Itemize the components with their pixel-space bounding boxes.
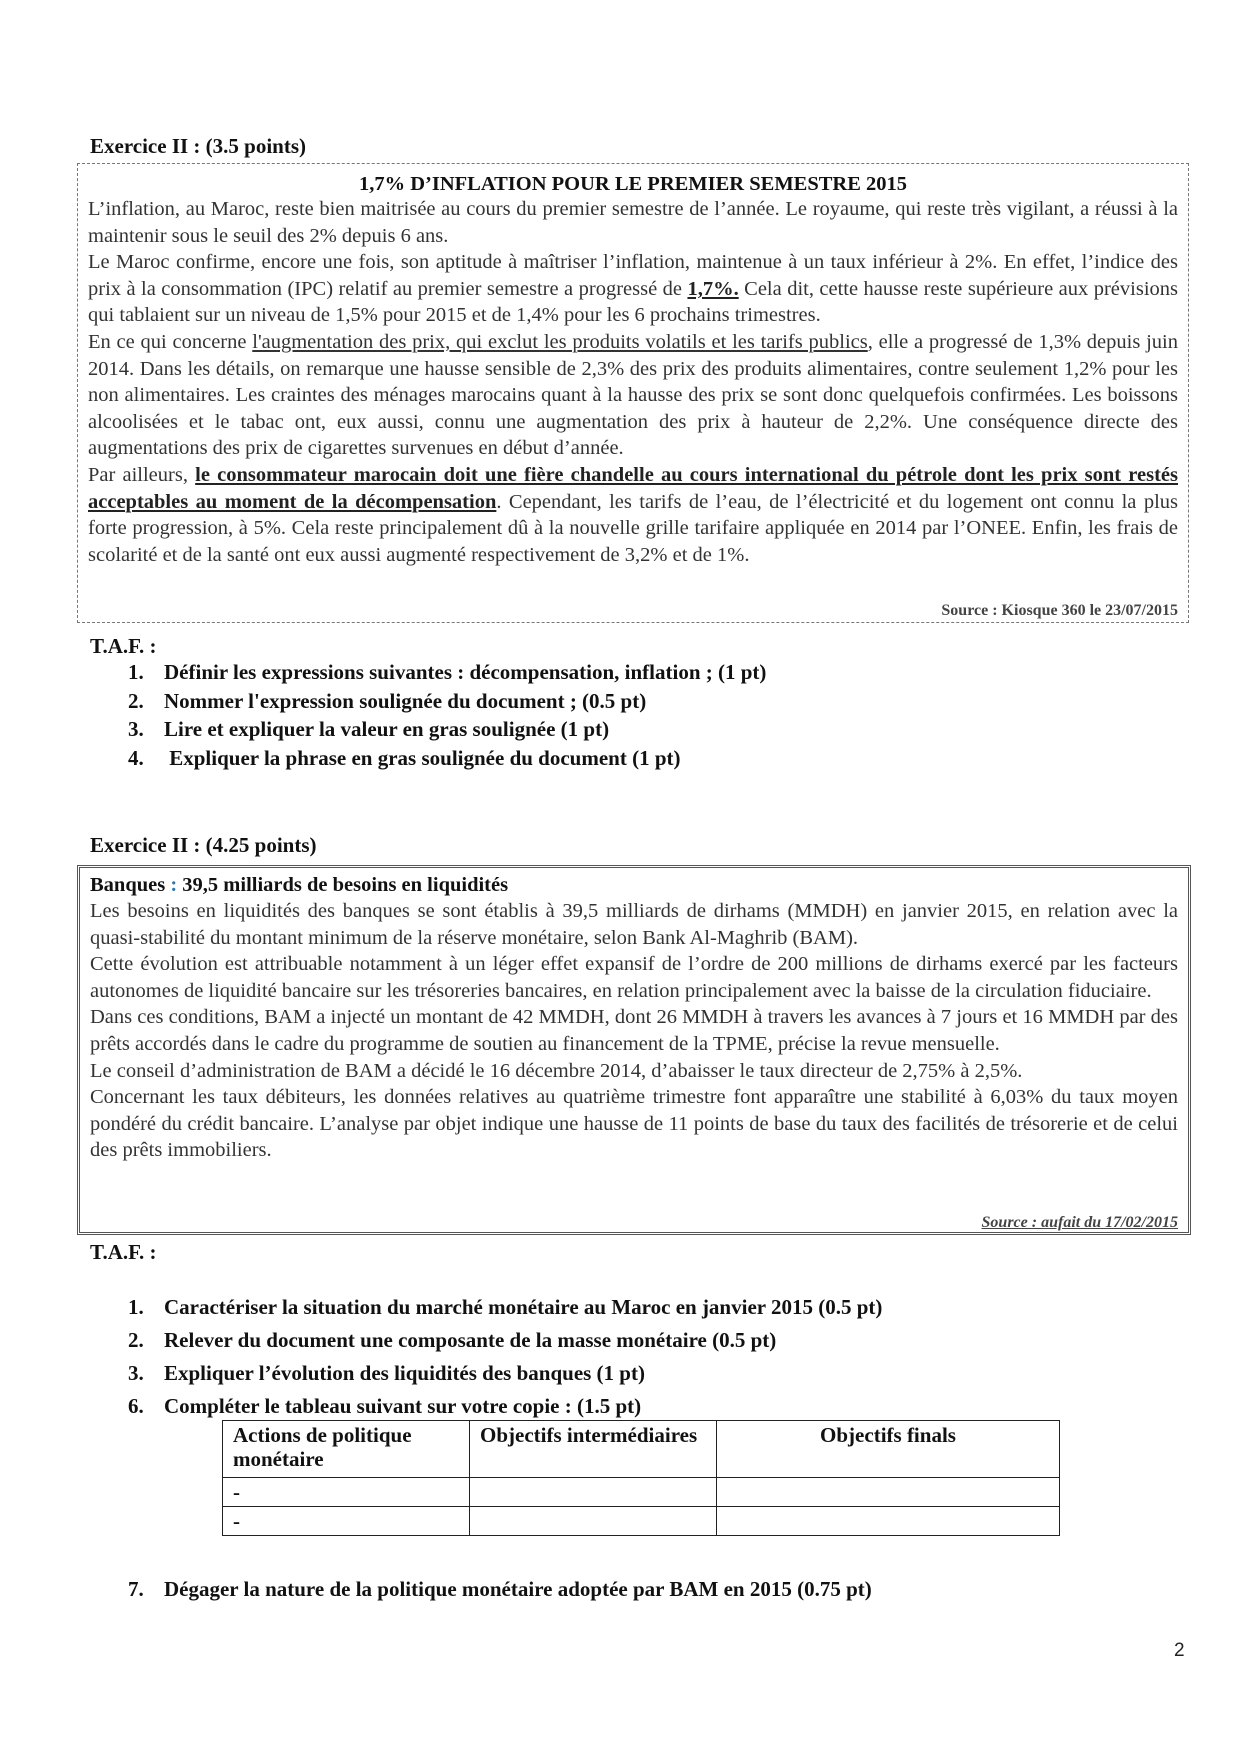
paragraph-1: L’inflation, au Maroc, reste bien maitrisée au cours du premier semestre de l’année. Le royaume, qui reste très vigilant, a réussi à la maintenir sous le seuil des 2% depuis 6 ans. bbox=[88, 198, 1178, 247]
monetary-policy-table bbox=[222, 1420, 1060, 1536]
question-item bbox=[128, 1295, 882, 1328]
paragraph-2: Cette évolution est attribuable notamment à un léger effet expansif de l’ordre de 200 millions de dirhams exercé par les facteurs autonomes de liquidité bancaire sur les trésoreries bancaires, en relation principalement avec la baisse de la circulation fiduciaire. bbox=[90, 953, 1178, 1002]
text: 39,5 milliards de besoins en liquidités bbox=[177, 874, 509, 896]
bold-underlined-value: 1,7%. bbox=[687, 277, 739, 300]
table-cell: - bbox=[223, 1507, 470, 1536]
table-cell bbox=[717, 1507, 1060, 1536]
table-header-row bbox=[223, 1421, 1060, 1478]
paragraph-4 bbox=[88, 462, 1178, 568]
paragraph-2 bbox=[88, 249, 1178, 329]
text: Le Maroc confirme, encore une fois, son aptitude à maîtriser l’inflation, maintenue à un taux inférieur à 2%. En effet, l’indice des prix à la consommation (IPC) relatif au premier semestre a progressé de bbox=[88, 251, 1178, 300]
question-text: Relever du document une composante de la masse monétaire (0.5 pt) bbox=[164, 1328, 777, 1352]
source-citation: Source : Kiosque 360 le 23/07/2015 bbox=[941, 602, 1178, 619]
text: . Cependant, les tarifs de l’eau, de l’électricité et du logement ont connu la plus forte progression, à 5%. Cela reste principalement dû à la nouvelle grille tarifaire appliquée en 2014 par l’ONEE. Enfin, les frais de scolarité et de la santé ont eux aussi augmenté respectivement de 3,2% et de 1%. bbox=[88, 490, 1178, 566]
question-item bbox=[128, 1328, 882, 1361]
text: Par ailleurs, bbox=[88, 463, 196, 486]
document-headline: 1,7% D’INFLATION POUR LE PREMIER SEMESTRE 2015 bbox=[358, 173, 908, 195]
underlined-expression: l'augmentation des prix, qui exclut les produits volatils et les tarifs publics bbox=[252, 330, 868, 353]
exercise2-title: Exercice II : (4.25 points) bbox=[90, 833, 317, 857]
source-citation: Source : aufait du 17/02/2015 bbox=[981, 1214, 1178, 1231]
question-number: 1. bbox=[128, 660, 144, 684]
bold-underlined-sentence: le consommateur marocain doit une fière chandelle au cours international du pétrole dont les prix sont restés acceptables au moment de la décompensation bbox=[88, 463, 1178, 513]
question-text: Définir les expressions suivantes : décompensation, inflation ; (1 pt) bbox=[164, 660, 767, 684]
paragraph-3 bbox=[88, 329, 1178, 462]
text: En ce qui concerne bbox=[88, 330, 253, 353]
question-number: 1. bbox=[128, 1295, 144, 1319]
taf-heading: T.A.F. : bbox=[90, 1240, 157, 1264]
text: Banques bbox=[90, 874, 171, 896]
table-cell bbox=[470, 1478, 717, 1507]
text: , elle a progressé de 1,3% depuis juin 2014. Dans les détails, on remarque une hausse sensible de 2,3% des prix des produits alimentaires, contre seulement 1,2% pour les non alimentaires. Les craintes des ménages marocains quant à la hausse des prix se sont donc quelquefois confirmées. Les boissons alcoolisées et le tabac ont, eux aussi, connu une augmentation des prix à hauteur de 2,2%. Une conséquence directe des augmentations des prix de cigarettes survenues en début d’année. bbox=[88, 330, 1178, 460]
paragraph-4: Le conseil d’administration de BAM a décidé le 16 décembre 2014, d’abaisser le taux directeur de 2,75% à 2,5%. bbox=[90, 1059, 1023, 1082]
text: Cela dit, cette hausse reste supérieure aux prévisions qui tablaient sur un niveau de 1,5% pour 2015 et de 1,4% pour les 6 prochains trimestres. bbox=[88, 277, 1178, 327]
question-list bbox=[128, 1295, 882, 1422]
question-text: Expliquer l’évolution des liquidités des banques (1 pt) bbox=[164, 1361, 645, 1385]
table-cell: - bbox=[223, 1478, 470, 1507]
table-header-cell: Objectifs intermédiaires bbox=[470, 1421, 717, 1478]
question-number: 6. bbox=[128, 1394, 144, 1418]
question-item bbox=[128, 717, 766, 746]
question-item bbox=[128, 660, 766, 689]
question-item bbox=[128, 746, 766, 775]
question-number: 2. bbox=[128, 1328, 144, 1352]
text: : bbox=[170, 874, 178, 896]
question-list bbox=[128, 660, 766, 775]
question-number: 4. bbox=[128, 746, 144, 771]
table-cell bbox=[470, 1507, 717, 1536]
table-cell bbox=[717, 1478, 1060, 1507]
question-item bbox=[128, 689, 766, 718]
question-text: Dégager la nature de la politique monétaire adoptée par BAM en 2015 (0.75 pt) bbox=[164, 1577, 872, 1601]
question-text: Nommer l'expression soulignée du document ; (0.5 pt) bbox=[164, 688, 647, 713]
question-item bbox=[128, 1361, 882, 1394]
table-header-cell: Actions de politique monétaire bbox=[223, 1421, 470, 1478]
paragraph-5: Concernant les taux débiteurs, les données relatives au quatrième trimestre font apparaître une stabilité à 6,03% du taux moyen pondéré du crédit bancaire. L’analyse par objet indique une hausse de 11 points de base du taux des facilités de trésorerie et de celui des prêts immobiliers. bbox=[90, 1086, 1178, 1162]
question-text: Compléter le tableau suivant sur votre copie : (1.5 pt) bbox=[164, 1394, 642, 1418]
page-number: 2 bbox=[1174, 1640, 1185, 1661]
question-item bbox=[128, 1577, 872, 1602]
table-header-cell: Objectifs finals bbox=[717, 1421, 1060, 1478]
question-number: 7. bbox=[128, 1577, 144, 1601]
question-text: Expliquer la phrase en gras soulignée du document (1 pt) bbox=[164, 746, 681, 771]
document-box-inflation bbox=[77, 163, 1189, 623]
table-row bbox=[223, 1507, 1060, 1536]
document-headline bbox=[90, 873, 1178, 898]
question-number: 2. bbox=[128, 688, 144, 713]
question-item bbox=[128, 1394, 882, 1422]
taf-heading: T.A.F. : bbox=[90, 634, 157, 658]
question-text: Lire et expliquer la valeur en gras soulignée (1 pt) bbox=[164, 717, 610, 742]
exercise1-title: Exercice II : (3.5 points) bbox=[90, 134, 306, 158]
table-row bbox=[223, 1478, 1060, 1507]
question-number: 3. bbox=[128, 717, 144, 742]
paragraph-1: Les besoins en liquidités des banques se sont établis à 39,5 milliards de dirhams (MMDH) en janvier 2015, en relation avec la quasi-stabilité du montant minimum de la réserve monétaire, selon Bank Al-Maghrib (BAM). bbox=[90, 900, 1178, 949]
paragraph-3: Dans ces conditions, BAM a injecté un montant de 42 MMDH, dont 26 MMDH à travers les avances à 7 jours et 16 MMDH par des prêts accordés dans le cadre du programme de soutien au financement de la TPME, précise la revue mensuelle. bbox=[90, 1006, 1178, 1055]
document-box-banques bbox=[77, 865, 1191, 1235]
question-text: Caractériser la situation du marché monétaire au Maroc en janvier 2015 (0.5 pt) bbox=[164, 1295, 883, 1319]
question-number: 3. bbox=[128, 1361, 144, 1385]
